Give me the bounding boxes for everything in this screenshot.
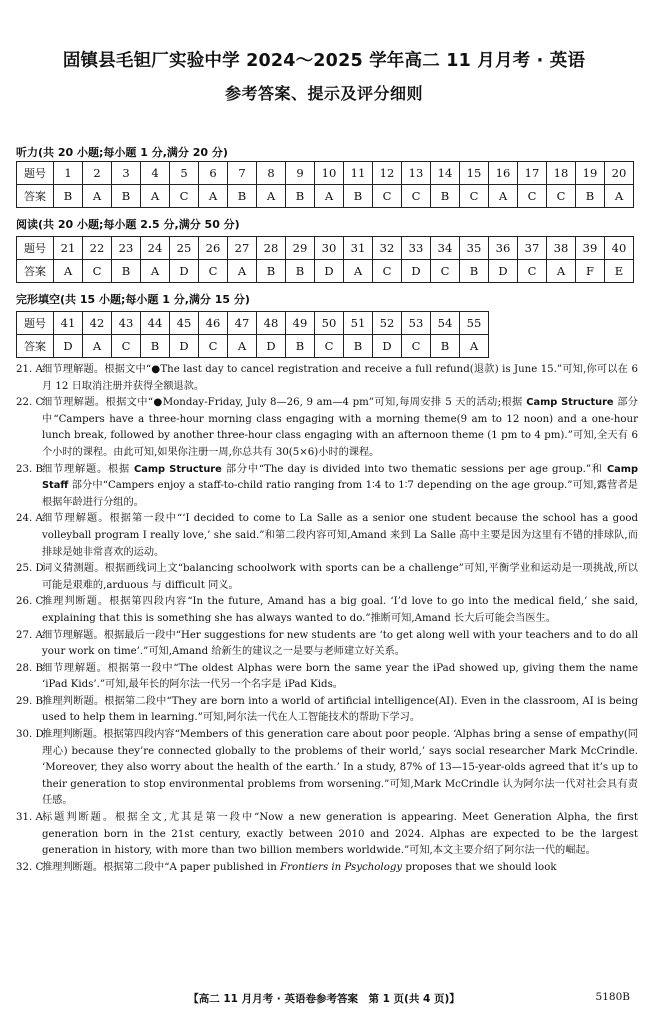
explanation-text: 部分中“The day is divided into two thematic sessions per age group.”: [221, 463, 592, 475]
answer-cell: A: [489, 185, 518, 208]
question-number-cell: 52: [373, 312, 402, 335]
explanation-text: 部分中“Campers have a three-hour morning class engaging with a morning theme(9 am to 12 noon) and a one-hour lunch break, followed by another three-hour class engaging with an afternoon theme (1 pm to 4 pm).”可知,全天有 6 个小时的课程。由此可知,如果你注册一周,你总共有 30(5×6)小时的课程。: [42, 397, 638, 458]
answer-cell: A: [141, 185, 170, 208]
answer-cell: C: [460, 185, 489, 208]
question-number-cell: 42: [83, 312, 112, 335]
answer-cell: C: [402, 335, 431, 358]
answer-cell: A: [141, 260, 170, 283]
row-label-number: 题号: [17, 312, 54, 335]
explanation-item: [16, 511, 638, 561]
explanation-text: Camp Structure: [134, 463, 222, 475]
question-number-cell: 48: [257, 312, 286, 335]
question-number-cell: 3: [112, 162, 141, 185]
answer-cell: C: [547, 185, 576, 208]
question-number-cell: 1: [54, 162, 83, 185]
question-answer-key: 31. A: [16, 812, 43, 824]
explanation-list: [16, 362, 638, 876]
question-number-cell: 8: [257, 162, 286, 185]
answer-cell: C: [518, 185, 547, 208]
answer-cell: A: [315, 185, 344, 208]
question-number-cell: 45: [170, 312, 199, 335]
answer-cell: E: [605, 260, 634, 283]
explanation-item: [16, 594, 638, 627]
question-number-cell: 43: [112, 312, 141, 335]
question-number-cell: 21: [54, 237, 83, 260]
explanation-text: 细节理解题。根据第一段中“‘I decided to come to La Salle as a senior one student because the school has a good volleyball program I really love,’ she said.”和第二段内容可知,Amand 来到 La Salle 高中主要是因为这里有不错的排球队,而排球是她非常喜欢的运动。: [42, 513, 638, 558]
row-label-answer: 答案: [17, 335, 54, 358]
explanation-text: 推理判断题。根据第四段内容“In the future, Amand has a big goal. ‘I’d love to go into the medical field,’ she said, explaining that this is something she has always wanted to do.”推断可知,Amand 长大后可能会当医生。: [42, 596, 638, 624]
answer-cell: D: [257, 335, 286, 358]
question-answer-key: 32. C: [16, 861, 44, 873]
explanation-item: [16, 727, 638, 810]
cloze-answer-row: [17, 335, 489, 358]
question-number-cell: 4: [141, 162, 170, 185]
answer-cell: A: [199, 185, 228, 208]
question-number-cell: 53: [402, 312, 431, 335]
answer-cell: C: [83, 260, 112, 283]
question-number-cell: 51: [344, 312, 373, 335]
cloze-number-row: [17, 312, 489, 335]
explanation-text: Camp Structure: [526, 397, 614, 409]
question-number-cell: 25: [170, 237, 199, 260]
explanation-text: Camp Staff: [42, 463, 638, 492]
explanation-text: 和: [591, 463, 607, 475]
question-number-cell: 41: [54, 312, 83, 335]
reading-answer-table: [16, 236, 634, 283]
answer-cell: B: [112, 185, 141, 208]
answer-cell: D: [315, 260, 344, 283]
question-number-cell: 44: [141, 312, 170, 335]
answer-cell: C: [518, 260, 547, 283]
question-number-cell: 12: [373, 162, 402, 185]
question-number-cell: 11: [344, 162, 373, 185]
answer-cell: A: [228, 260, 257, 283]
question-number-cell: 47: [228, 312, 257, 335]
question-number-cell: 22: [83, 237, 112, 260]
question-number-cell: 20: [605, 162, 634, 185]
question-number-cell: 40: [605, 237, 634, 260]
answer-cell: C: [315, 335, 344, 358]
answer-cell: A: [54, 260, 83, 283]
question-number-cell: 15: [460, 162, 489, 185]
listening-answer-table: [16, 161, 634, 208]
page-title: 固镇县毛钽厂实验中学 2024～2025 学年高二 11 月月考 · 英语: [62, 51, 586, 71]
answer-cell: B: [228, 185, 257, 208]
answer-cell: A: [344, 260, 373, 283]
explanation-text: 部分中“Campers enjoy a staff-to-child ratio ranging from 1∶4 to 1∶7 depending on the age group.”可知,露营者是根据年龄进行分组的。: [42, 480, 638, 508]
answer-cell: B: [344, 185, 373, 208]
explanation-item: [16, 362, 638, 395]
explanation-item: [16, 395, 638, 461]
question-number-cell: 26: [199, 237, 228, 260]
answer-cell: B: [431, 185, 460, 208]
question-number-cell: 34: [431, 237, 460, 260]
explanation-item: [16, 661, 638, 694]
answer-cell: B: [344, 335, 373, 358]
question-number-cell: 33: [402, 237, 431, 260]
explanation-text: Frontiers in Psychology: [280, 861, 403, 873]
question-answer-key: 30. D: [16, 729, 44, 741]
question-number-cell: 37: [518, 237, 547, 260]
answer-cell: D: [54, 335, 83, 358]
listening-section-label: 听力(共 20 小题;每小题 1 分,满分 20 分): [16, 146, 228, 159]
explanation-item: [16, 561, 638, 594]
question-number-cell: 30: [315, 237, 344, 260]
answer-cell: C: [170, 185, 199, 208]
explanation-text: 细节理解题。根据最后一段中“Her suggestions for new students are ‘to get along well with your teachers and to do all your work on time’.”可知,Amand 给新生的建议之一是要与老师建立好关系。: [42, 629, 638, 658]
answer-cell: F: [576, 260, 605, 283]
question-answer-key: 28. B: [16, 662, 43, 674]
question-number-cell: 19: [576, 162, 605, 185]
answer-cell: D: [489, 260, 518, 283]
question-number-cell: 32: [373, 237, 402, 260]
row-label-number: 题号: [17, 237, 54, 260]
answer-cell: A: [83, 335, 112, 358]
reading-section-label: 阅读(共 20 小题;每小题 2.5 分,满分 50 分): [16, 218, 240, 231]
answer-cell: B: [257, 260, 286, 283]
question-number-cell: 28: [257, 237, 286, 260]
answer-cell: C: [112, 335, 141, 358]
listening-number-row: [17, 162, 634, 185]
question-number-cell: 31: [344, 237, 373, 260]
answer-cell: B: [141, 335, 170, 358]
answer-cell: B: [576, 185, 605, 208]
question-number-cell: 49: [286, 312, 315, 335]
question-number-cell: 36: [489, 237, 518, 260]
answer-cell: D: [373, 335, 402, 358]
question-number-cell: 39: [576, 237, 605, 260]
row-label-answer: 答案: [17, 185, 54, 208]
explanation-item: [16, 810, 638, 860]
question-number-cell: 7: [228, 162, 257, 185]
page-footer: 【高二 11 月月考 · 英语卷参考答案 第 1 页(共 4 页)】: [188, 993, 460, 1005]
question-number-cell: 14: [431, 162, 460, 185]
explanation-item: [16, 628, 638, 661]
explanation-text: proposes that we should look: [402, 861, 557, 873]
answer-cell: C: [199, 260, 228, 283]
answer-cell: D: [170, 335, 199, 358]
question-answer-key: 23. B: [16, 463, 43, 475]
answer-cell: A: [257, 185, 286, 208]
page-subtitle: 参考答案、提示及评分细则: [224, 84, 423, 103]
answer-cell: B: [54, 185, 83, 208]
question-number-cell: 55: [460, 312, 489, 335]
question-number-cell: 2: [83, 162, 112, 185]
question-number-cell: 24: [141, 237, 170, 260]
explanation-text: 推理判断题。根据第二段中“They are born into a world of artificial intelligence(AI). Even in the classroom, AI is being used to help them in learning.”可知,阿尔法一代在人工智能技术的帮助下学习。: [42, 695, 638, 724]
answer-cell: B: [431, 335, 460, 358]
explanation-text: 标题判断题。根据全文,尤其是第一段中“Now a new generation is appearing. Meet Generation Alpha, the first generation born in the 21st century, exactly between 2010 and 2024. Alphas are expected to be the largest generation in history, with more than two billion members worldwide.”可知,本文主要介绍了阿尔法一代的崛起。: [42, 812, 638, 857]
answer-cell: C: [373, 185, 402, 208]
row-label-answer: 答案: [17, 260, 54, 283]
question-number-cell: 35: [460, 237, 489, 260]
question-answer-key: 26. C: [16, 596, 44, 608]
answer-cell: A: [605, 185, 634, 208]
question-number-cell: 17: [518, 162, 547, 185]
answer-cell: A: [83, 185, 112, 208]
question-answer-key: 25. D: [16, 563, 44, 575]
answer-cell: C: [431, 260, 460, 283]
explanation-text: 细节理解题。根据第一段中“The oldest Alphas were born the same year the iPad showed up, giving them the name ‘iPad Kids’.”可知,最年长的阿尔法一代另一个名字是 iPad Kids。: [42, 662, 638, 691]
question-answer-key: 29. B: [16, 695, 43, 707]
answer-cell: B: [286, 335, 315, 358]
cloze-section-label: 完形填空(共 15 小题;每小题 1 分,满分 15 分): [16, 293, 250, 306]
cloze-answer-table: [16, 311, 489, 358]
answer-cell: D: [170, 260, 199, 283]
question-number-cell: 27: [228, 237, 257, 260]
question-number-cell: 16: [489, 162, 518, 185]
question-answer-key: 21. A: [16, 364, 43, 375]
question-number-cell: 23: [112, 237, 141, 260]
explanation-text: 推理判断题。根据第二段中“A paper published in: [42, 861, 281, 873]
explanation-item: [16, 462, 638, 512]
question-number-cell: 50: [315, 312, 344, 335]
explanation-text: 推理判断题。根据第四段内容“Members of this generation care about poor people. ‘Alphas bring a sense of empathy(同理心) because they’re connected globally to the problems of their world,’ says social researcher Mark McCrindle. ‘Moreover, they also worry about the health of the earth.’ In a study, 87% of 13—15-year-olds agreed that it’s up to their generation to stop environmental problems from worsening.”可知,Mark McCrindle 认为阿尔法一代对社会具有责任感。: [42, 729, 638, 807]
answer-cell: D: [402, 260, 431, 283]
explanation-text: 细节理解题。根据: [42, 463, 135, 475]
answer-cell: B: [286, 260, 315, 283]
question-number-cell: 54: [431, 312, 460, 335]
answer-cell: A: [547, 260, 576, 283]
explanation-item: [16, 860, 638, 877]
listening-answer-row: [17, 185, 634, 208]
question-number-cell: 13: [402, 162, 431, 185]
explanation-item: [16, 694, 638, 727]
explanation-text: 细节理解题。根据文中“●The last day to cancel registration and receive a full refund(退款) is June 15.”可知,你可以在 6 月 12 日取消注册并获得全额退款。: [42, 364, 638, 392]
question-number-cell: 5: [170, 162, 199, 185]
explanation-text: 词义猜测题。根据画线词上文“balancing schoolwork with sports can be a challenge”可知,平衡学业和运动是一项挑战,所以可能是艰难的,arduous 与 difficult 同义。: [42, 563, 638, 591]
reading-number-row: [17, 237, 634, 260]
question-number-cell: 10: [315, 162, 344, 185]
question-number-cell: 29: [286, 237, 315, 260]
answer-cell: C: [402, 185, 431, 208]
answer-cell: A: [228, 335, 257, 358]
question-answer-key: 24. A: [16, 513, 43, 525]
question-number-cell: 9: [286, 162, 315, 185]
question-number-cell: 38: [547, 237, 576, 260]
answer-cell: A: [460, 335, 489, 358]
question-number-cell: 6: [199, 162, 228, 185]
question-answer-key: 22. C: [16, 397, 44, 409]
question-number-cell: 18: [547, 162, 576, 185]
question-answer-key: 27. A: [16, 629, 43, 641]
answer-cell: B: [286, 185, 315, 208]
row-label-number: 题号: [17, 162, 54, 185]
answer-cell: B: [112, 260, 141, 283]
answer-cell: C: [373, 260, 402, 283]
answer-cell: C: [199, 335, 228, 358]
question-number-cell: 46: [199, 312, 228, 335]
paper-code: 5180B: [595, 991, 630, 1003]
answer-cell: B: [460, 260, 489, 283]
explanation-text: 细节理解题。根据文中“●Monday-Friday, July 8—26, 9 am—4 pm”可知,每周安排 5 天的活动;根据: [42, 397, 527, 409]
reading-answer-row: [17, 260, 634, 283]
